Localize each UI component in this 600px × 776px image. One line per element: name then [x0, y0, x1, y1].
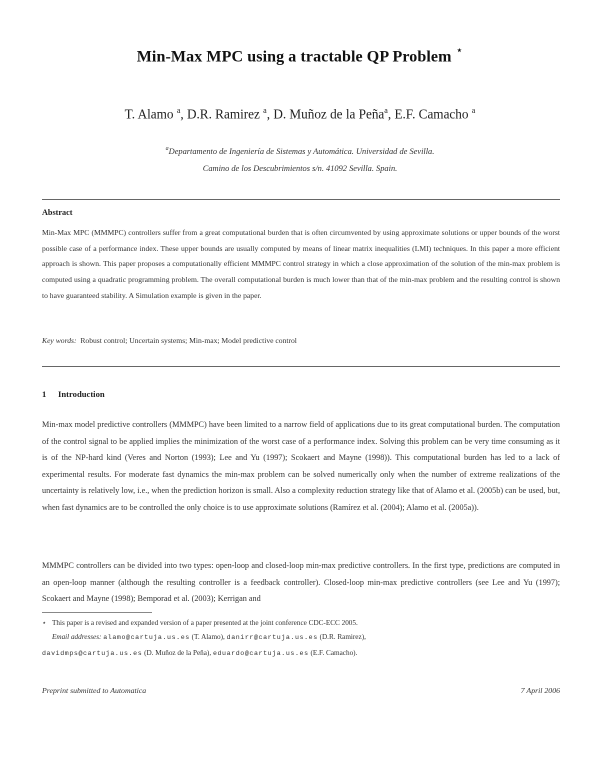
keywords-text: Robust control; Uncertain systems; Min-max; Model predictive control — [80, 336, 297, 345]
affiliation-line-1 — [0, 146, 600, 156]
email-owner: (D.R. Ramirez), — [319, 633, 366, 642]
keywords — [42, 336, 560, 345]
abstract-text: Min-Max MPC (MMMPC) controllers suffer from a great computational burden that is often circumvented by using approximate solutions or upper bounds of the worst possible case of a performance index. These upper bounds are usually computed by means of linear matrix inequalities (LMI) techniques. In this paper a more efficient approach is shown. This paper proposes a computationally efficient MMMPC control strategy in which a close approximation of the solution of the min-max problem is computed using a quadratic programming problem. The overall computational burden is much lower than that of the min-max problem and the resulting control is shown to have guaranteed stability. A Simulation example is given in the paper. — [42, 228, 560, 300]
author-list: T. Alamo $^a$, D.R. Ramirez $^a$, D. Muñoz de la Peña$^a$, E.F. Camacho $^a$ — [124, 106, 476, 122]
title-footnote-mark: ⋆ — [455, 43, 464, 57]
author-affiliation-mark: a — [471, 106, 476, 115]
footnotes — [42, 616, 560, 661]
section-heading — [42, 389, 105, 399]
author-affiliation-mark: a — [263, 106, 267, 115]
author-name: T. Alamo — [124, 106, 174, 122]
author-name: D.R. Ramirez — [186, 106, 260, 122]
abstract-heading: Abstract — [42, 208, 73, 217]
email-link[interactable]: eduardo@cartuja.us.es — [212, 649, 309, 657]
email-link[interactable]: danirr@cartuja.us.es — [226, 634, 318, 642]
author-affiliation-mark: a — [176, 106, 181, 115]
email-owner: (D. Muñoz de la Peña), — [144, 648, 212, 657]
footnote-rule — [42, 612, 152, 613]
affiliation-address: Camino de los Descubrimientos s/n. 41092 Sevilla. Spain. — [202, 164, 398, 173]
paper-title-block — [0, 44, 600, 66]
email-link[interactable]: davidmps@cartuja.us.es — [42, 649, 143, 657]
footnote-mark: ⋆ — [42, 619, 47, 627]
preprint-note: Preprint submitted to Automatica — [42, 686, 147, 695]
footnote-text: This paper is a revised and expanded version of a paper presented at the joint conference CDC-ECC 2005. — [52, 619, 358, 627]
section-number: 1 — [42, 389, 47, 399]
abstract-top-rule — [42, 199, 560, 200]
intro-paragraph-2: MMMPC controllers can be divided into two types: open-loop and closed-loop min-max predictive controllers. In the first type, predictions are computed in an open-loop manner (although the resulting controller is a feedback controller). Closed-loop min-max predictive controllers (see Lee and Yu (1997); Scokaert and Mayne (1998); Bemporad et al. (2003); Kerrigan and — [42, 561, 560, 604]
author-name: D. Muñoz de la Peña — [273, 106, 385, 122]
section-title: Introduction — [58, 389, 105, 399]
footnote-line-2 — [42, 630, 560, 645]
paper-title: Min-Max MPC using a tractable QP Problem — [136, 48, 452, 66]
author-affiliation-mark: a — [384, 106, 388, 115]
affiliation-mark: a — [165, 146, 169, 152]
abstract-bottom-rule — [42, 366, 560, 367]
author-name: E.F. Camacho — [394, 106, 469, 122]
intro-paragraph-1: Min-max model predictive controllers (MMMPC) have been limited to a narrow field of applications due to its great computational burden. The computation of the control signal to be applied implies the minimization of the worst case of a performance index. Solving this problem can be very time consuming as it is of the NP-hard kind (Veres and Norton (1993); Lee and Yu (1997); Scokaert and Mayne (1998)). This computational burden has led to a lack of experimental results. For moderate fast dynamics the min-max problem can be solved numerically only when the number of extreme realizations of the uncertainty is relatively low, i.e., when the prediction horizon is small. Also a complexity reduction strategy like that of Alamo et al. (2005b) can be used, but, when fast dynamics are to be controlled the only choice is to use approximate solutions (Ramírez et al. (2004); Alamo et al. (2005a)). — [42, 420, 560, 512]
keywords-label: Key words: — [42, 336, 77, 345]
preprint-date: 7 April 2006 — [520, 686, 560, 695]
footnote-line-1 — [42, 616, 560, 630]
affiliation-department: Departamento de Ingeniería de Sistemas y Automática. Universidad de Sevilla. — [168, 146, 435, 156]
affiliation-line-2 — [0, 164, 600, 173]
email-label: Email addresses: — [52, 633, 102, 642]
email-owner: (E.F. Camacho). — [310, 648, 358, 657]
footnote-line-3 — [42, 646, 560, 661]
email-owner: (T. Alamo), — [191, 633, 225, 642]
email-link[interactable]: alamo@cartuja.us.es — [103, 634, 190, 642]
